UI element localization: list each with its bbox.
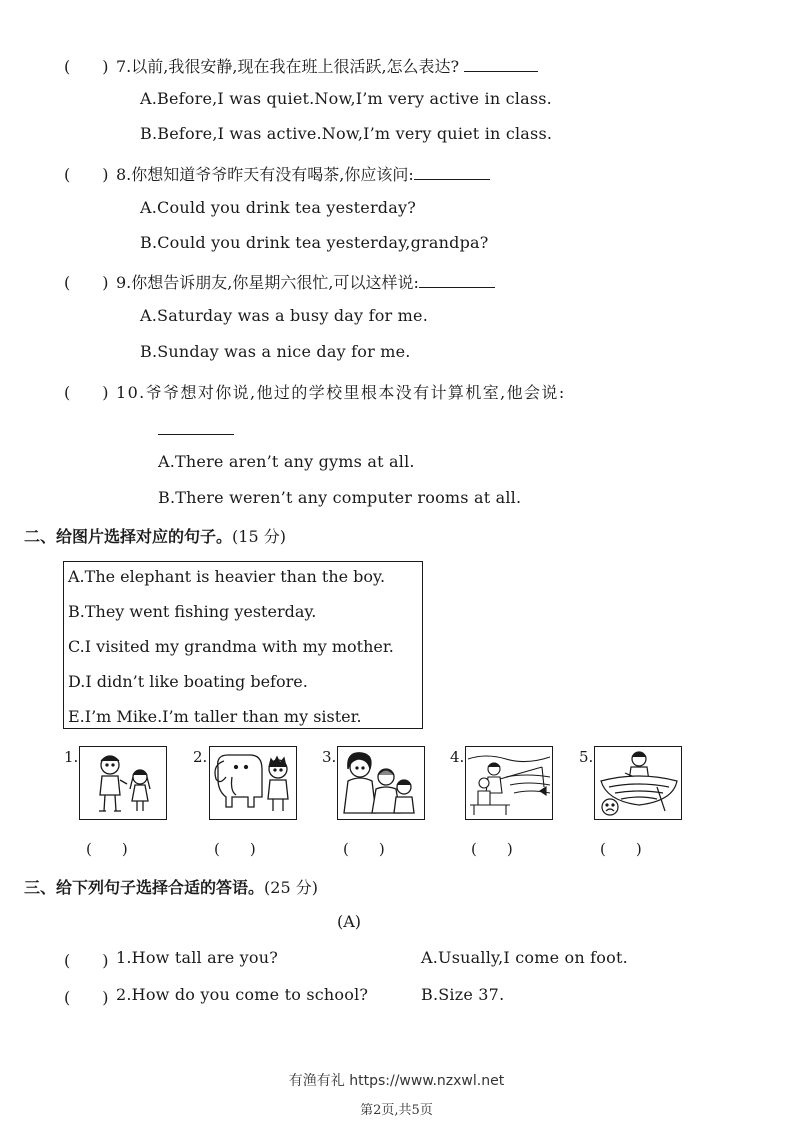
q9-blank[interactable]	[419, 273, 495, 288]
q9-option-b: B.Sunday was a nice day for me.	[140, 342, 411, 361]
s3-q1-answer-paren[interactable]: ( )	[64, 951, 109, 970]
picture-5-answer-paren[interactable]: ( )	[600, 840, 642, 858]
q10-stem: 10.爷爷想对你说,他过的学校里根本没有计算机室,他会说:	[116, 383, 566, 402]
page-number: 第2页,共5页	[360, 1103, 433, 1118]
q7-option-a: A.Before,I was quiet.Now,I’m very active in class.	[140, 89, 552, 108]
q8-option-a: A.Could you drink tea yesterday?	[140, 198, 417, 217]
fishing-icon	[466, 747, 552, 819]
picture-number-1: 1.	[64, 748, 79, 766]
section-3-title: 三、给下列句子选择合适的答语。	[24, 878, 265, 897]
q9-stem	[116, 270, 495, 293]
q7-answer-paren[interactable]: ( )	[64, 57, 109, 76]
sentence-options-box	[63, 561, 423, 729]
watermark: 有渔有礼 https://www.nzxwl.net	[288, 1073, 505, 1089]
section-2-title: 二、给图片选择对应的句子。	[24, 527, 233, 546]
picture-number-5: 5.	[579, 748, 594, 766]
q9-stem-text: 9.你想告诉朋友,你星期六很忙,可以这样说:	[116, 273, 419, 292]
picture-number-2: 2.	[193, 748, 208, 766]
section-3-points: (25 分)	[264, 878, 318, 897]
s3-q2-answer-paren[interactable]: ( )	[64, 988, 109, 1007]
picture-1	[79, 746, 167, 820]
q7-stem	[116, 54, 538, 77]
q9-answer-paren[interactable]: ( )	[64, 273, 109, 292]
picture-2-answer-paren[interactable]: ( )	[214, 840, 256, 858]
section-2-heading	[24, 524, 286, 547]
q7-option-b: B.Before,I was active.Now,I’m very quiet in class.	[140, 124, 553, 143]
picture-number-3: 3.	[322, 748, 337, 766]
q8-answer-paren[interactable]: ( )	[64, 165, 109, 184]
sentence-option-c: C.I visited my grandma with my mother.	[68, 637, 394, 656]
boating-sad-icon	[595, 747, 681, 819]
picture-2	[209, 746, 297, 820]
sentence-option-a: A.The elephant is heavier than the boy.	[68, 567, 386, 586]
q10-option-b: B.There weren’t any computer rooms at all.	[158, 488, 522, 507]
q7-stem-text: 7.以前,我很安静,现在我在班上很活跃,怎么表达?	[116, 57, 460, 76]
s3-q2-question: 2.How do you come to school?	[116, 985, 369, 1004]
q9-option-a: A.Saturday was a busy day for me.	[140, 306, 428, 325]
grandma-visit-icon	[338, 747, 424, 819]
picture-number-4: 4.	[450, 748, 465, 766]
section-3-heading	[24, 875, 318, 898]
sentence-option-e: E.I’m Mike.I’m taller than my sister.	[68, 707, 362, 726]
q8-blank[interactable]	[414, 165, 490, 180]
section-2-points: (15 分)	[232, 527, 286, 546]
picture-4	[465, 746, 553, 820]
q8-option-b: B.Could you drink tea yesterday,grandpa?	[140, 233, 489, 252]
s3-option-a: A.Usually,I come on foot.	[421, 948, 628, 967]
sentence-option-d: D.I didn’t like boating before.	[68, 672, 308, 691]
q8-stem-text: 8.你想知道爷爷昨天有没有喝茶,你应该问:	[116, 165, 414, 184]
q8-stem	[116, 162, 490, 185]
boy-and-girl-icon	[80, 747, 166, 819]
q10-blank[interactable]	[158, 420, 234, 435]
section-3-subheading: (A)	[337, 912, 362, 931]
q10-answer-paren[interactable]: ( )	[64, 383, 109, 402]
q10-option-a: A.There aren’t any gyms at all.	[158, 452, 415, 471]
picture-3-answer-paren[interactable]: ( )	[343, 840, 385, 858]
s3-q1-question: 1.How tall are you?	[116, 948, 279, 967]
s3-option-b: B.Size 37.	[421, 985, 505, 1004]
picture-1-answer-paren[interactable]: ( )	[86, 840, 128, 858]
picture-3	[337, 746, 425, 820]
picture-5	[594, 746, 682, 820]
q7-blank[interactable]	[464, 57, 538, 72]
picture-4-answer-paren[interactable]: ( )	[471, 840, 513, 858]
elephant-and-boy-icon	[210, 747, 296, 819]
sentence-option-b: B.They went fishing yesterday.	[68, 602, 317, 621]
